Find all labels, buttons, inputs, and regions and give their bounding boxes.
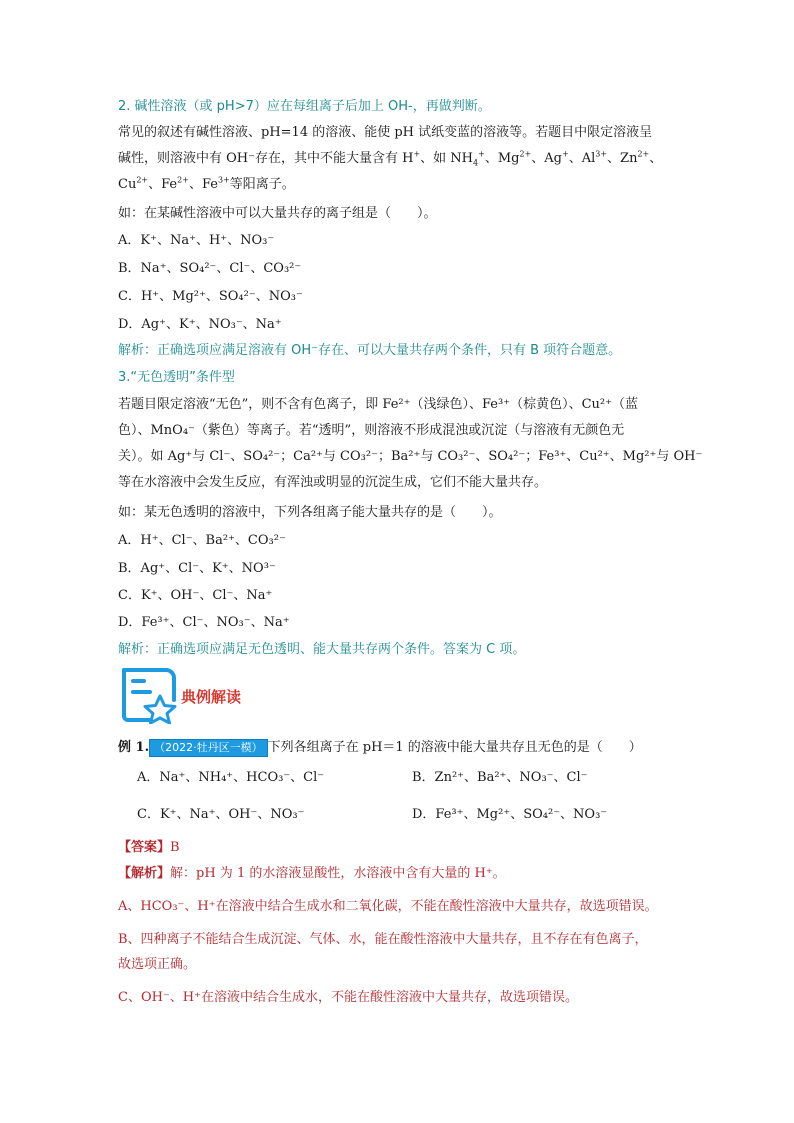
example-analysis-a: A、HCO₃⁻、H⁺在溶液中结合生成水和二氧化碳，不能在酸性溶液中大量共存，故选项错误。: [118, 899, 658, 914]
s3-option-d: D．Fe³⁺、Cl⁻、NO₃⁻、Na⁺: [118, 615, 290, 630]
section-2-heading: 2. 碱性溶液（或 pH>7）应在每组离子后加上 OH-，再做判断。: [118, 99, 491, 114]
s3-option-b: B．Ag⁺、Cl⁻、K⁺、NO³⁻: [118, 561, 276, 576]
s2-analysis: 解析：正确选项应满足溶液有 OH⁻存在、可以大量共存两个条件，只有 B 项符合题意。: [118, 343, 622, 358]
source-tag: （2022·牡丹区一模）: [149, 739, 268, 757]
s2-question: 如：在某碱性溶液中可以大量共存的离子组是（ ）。: [118, 206, 437, 221]
example-badge-icon: [120, 666, 178, 724]
s2-paragraph-line-2: 碱性，则溶液中有 OH⁻存在，其中不能大量含有 H+、如 $NH_4^+$、$Mg^{2+}$、Ag+、$Al^{3+}$、$Zn^{2+}$、: [118, 149, 663, 168]
example-option-a: A．Na⁺、NH₄⁺、HCO₃⁻、Cl⁻: [137, 770, 325, 785]
s3-paragraph-line-2: 色）、MnO₄⁻（紫色）等离子。若“透明”，则溶液不形成混浊或沉淀（与溶液有无颜色无: [118, 423, 625, 438]
s2-option-b: B．Na⁺、SO₄²⁻、Cl⁻、CO₃²⁻: [118, 261, 302, 276]
s3-paragraph-line-3: 关）。如 Ag⁺与 Cl⁻、SO₄²⁻；Ca²⁺与 CO₃²⁻；Ba²⁺与 CO₃²⁻、SO₄²⁻；Fe³⁺、Cu²⁺、Mg²⁺与 OH⁻: [118, 449, 703, 464]
example-option-d: D．Fe³⁺、Mg²⁺、SO₄²⁻、NO₃⁻: [412, 807, 608, 822]
s3-option-c: C．K⁺、OH⁻、Cl⁻、Na⁺: [118, 588, 273, 603]
section-3-heading: 3.“无色透明”条件型: [118, 370, 235, 385]
example-label: 例 1.: [118, 740, 150, 755]
s3-paragraph-line-1: 若题目限定溶液“无色”，则不含有色离子，即 Fe²⁺（浅绿色）、Fe³⁺（棕黄色）、Cu²⁺（蓝: [118, 397, 638, 412]
s2-option-a: A．K⁺、Na⁺、H⁺、NO₃⁻: [118, 233, 275, 248]
example-option-b: B．Zn²⁺、Ba²⁺、NO₃⁻、Cl⁻: [412, 770, 588, 785]
s2-paragraph-line-1: 常见的叙述有碱性溶液、pH=14 的溶液、能使 pH 试纸变蓝的溶液等。若题目中限定溶液呈: [118, 125, 653, 140]
example-analysis-b-line-2: 故选项正确。: [118, 957, 197, 972]
example-option-c: C．K⁺、Na⁺、OH⁻、NO₃⁻: [137, 807, 305, 822]
s3-option-a: A．H⁺、Cl⁻、Ba²⁺、CO₃²⁻: [118, 533, 286, 548]
s2-option-c: C．H⁺、Mg²⁺、SO₄²⁻、NO₃⁻: [118, 289, 303, 304]
example-analysis-intro: 【解析】解：pH 为 1 的水溶液显酸性，水溶液中含有大量的 H⁺。: [118, 866, 506, 881]
s3-paragraph-line-4: 等在水溶液中会发生反应，有浑浊或明显的沉淀生成，它们不能大量共存。: [118, 475, 548, 490]
s3-analysis: 解析：正确选项应满足无色透明、能大量共存两个条件。答案为 C 项。: [118, 642, 526, 657]
example-analysis-c: C、OH⁻、H⁺在溶液中结合生成水，不能在酸性溶液中大量共存，故选项错误。: [118, 990, 579, 1005]
example-analysis-b-line-1: B、四种离子不能结合生成沉淀、气体、水，能在酸性溶液中大量共存，且不存在有色离子，: [118, 932, 648, 947]
example-1-stem: 例 1. （2022·牡丹区一模） 下列各组离子在 pH＝1 的溶液中能大量共存且无色的是（ ）: [118, 740, 642, 755]
s2-option-d: D．Ag⁺、K⁺、NO₃⁻、Na⁺: [118, 317, 282, 332]
s2-paragraph-line-3: $Cu^{2+}$、$Fe^{2+}$、$Fe^{3+}$等阳离子。: [118, 175, 295, 192]
s3-question: 如：某无色透明的溶液中，下列各组离子能大量共存的是（ ）。: [118, 505, 502, 520]
example-answer: 【答案】B: [118, 840, 180, 855]
example-section-title: 典例解读: [181, 688, 242, 706]
